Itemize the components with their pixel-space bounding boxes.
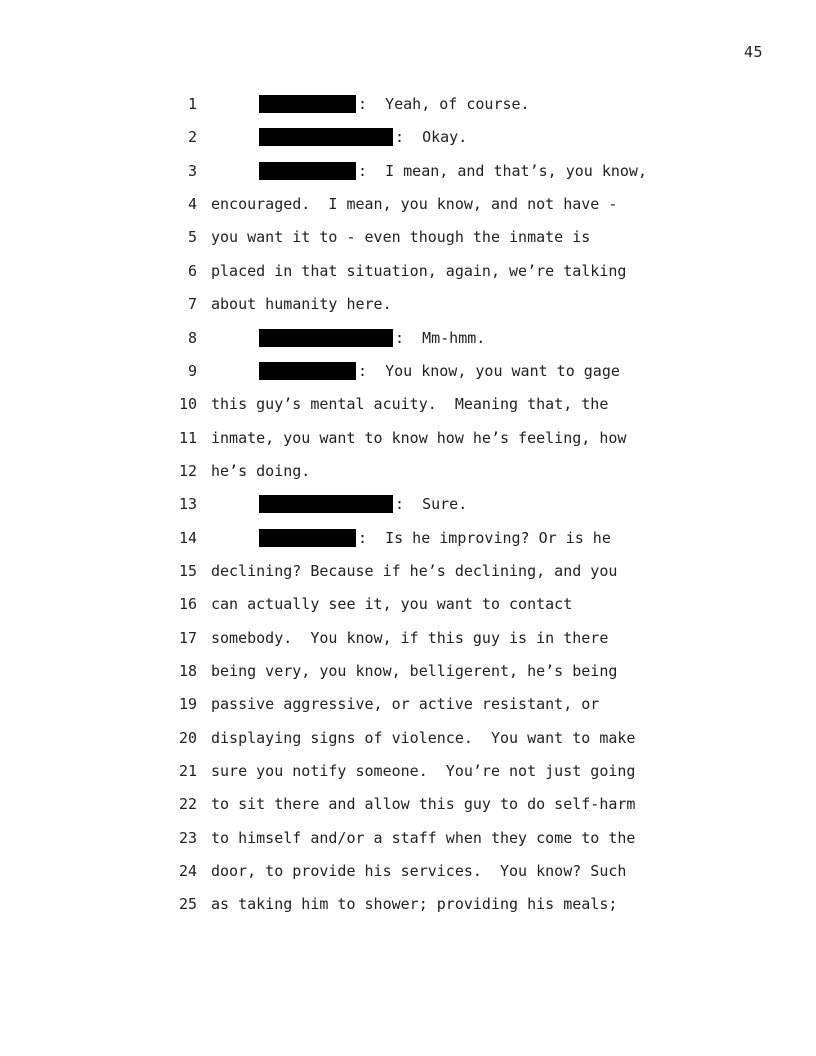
speaker-turn	[259, 359, 620, 383]
speaker-turn	[259, 92, 530, 116]
line-text: : Mm-hmm.	[395, 328, 486, 347]
line-number: 15	[178, 561, 197, 580]
line-text: placed in that situation, again, we’re talking	[211, 261, 627, 280]
redacted-speaker-name	[259, 162, 356, 180]
line-text: being very, you know, belligerent, he’s being	[211, 662, 618, 680]
line-text: displaying signs of violence. You want to make	[211, 728, 636, 747]
transcript-line	[0, 626, 816, 650]
speaker-turn	[259, 526, 611, 550]
line-number: 12	[178, 461, 197, 480]
line-text: about humanity here.	[211, 295, 392, 314]
line-text: passive aggressive, or active resistant, or	[211, 695, 600, 714]
speaker-turn	[259, 492, 467, 516]
line-number: 9	[187, 361, 197, 380]
transcript-line	[0, 792, 816, 816]
line-number: 22	[178, 795, 197, 814]
transcript-line	[0, 526, 816, 550]
transcript-line	[0, 225, 816, 249]
speaker-turn	[259, 159, 647, 183]
transcript-line	[0, 459, 816, 483]
redacted-speaker-name	[259, 529, 356, 547]
line-text: inmate, you want to know how he’s feeling, how	[211, 428, 627, 447]
line-number: 4	[187, 195, 197, 214]
transcript-line	[0, 125, 816, 149]
line-text: he’s doing.	[211, 461, 311, 480]
line-number: 17	[178, 628, 197, 647]
page-number: 45	[743, 43, 763, 61]
line-number: 7	[187, 295, 197, 314]
transcript-line	[0, 392, 816, 416]
transcript-line	[0, 159, 816, 183]
line-number: 1	[187, 95, 197, 113]
transcript-line	[0, 292, 816, 316]
line-number: 25	[178, 895, 197, 914]
line-number: 23	[178, 828, 197, 847]
line-text: : Okay.	[395, 128, 468, 147]
line-number: 13	[178, 495, 197, 514]
line-text: declining? Because if he’s declining, and you	[211, 561, 618, 580]
transcript-line	[0, 759, 816, 783]
line-number: 11	[178, 428, 197, 447]
transcript-line	[0, 192, 816, 216]
line-text: can actually see it, you want to contact	[211, 595, 573, 614]
redacted-speaker-name	[259, 329, 393, 347]
line-text: : You know, you want to gage	[358, 361, 620, 380]
transcript-line	[0, 692, 816, 716]
line-text: sure you notify someone. You’re not just going	[211, 762, 636, 780]
line-text: : I mean, and that’s, you know,	[358, 161, 647, 180]
line-text: : Sure.	[395, 495, 468, 514]
line-text: to sit there and allow this guy to do self-harm	[211, 795, 636, 814]
transcript-line	[0, 592, 816, 616]
line-number: 3	[187, 161, 197, 180]
line-number: 16	[178, 595, 197, 614]
line-number: 14	[178, 528, 197, 547]
line-text: : Yeah, of course.	[358, 95, 530, 113]
transcript-line	[0, 259, 816, 283]
transcript-line	[0, 92, 816, 116]
line-text: encouraged. I mean, you know, and not have -	[211, 195, 618, 214]
line-text: : Is he improving? Or is he	[358, 528, 611, 547]
line-text: as taking him to shower; providing his meals;	[211, 895, 618, 914]
transcript-line	[0, 326, 816, 350]
line-number: 19	[178, 695, 197, 714]
line-number: 20	[178, 728, 197, 747]
transcript-line	[0, 659, 816, 683]
transcript-line	[0, 492, 816, 516]
line-text: to himself and/or a staff when they come to the	[211, 828, 636, 847]
transcript-line	[0, 726, 816, 750]
line-number: 18	[178, 662, 197, 680]
redacted-speaker-name	[259, 495, 393, 513]
speaker-turn	[259, 326, 485, 350]
line-text: you want it to - even though the inmate is	[211, 228, 591, 247]
line-number: 5	[187, 228, 197, 247]
line-number: 10	[178, 395, 197, 414]
transcript-line	[0, 826, 816, 850]
transcript-line	[0, 859, 816, 883]
line-number: 21	[178, 762, 197, 780]
line-text: this guy’s mental acuity. Meaning that, the	[211, 395, 609, 414]
line-number: 6	[187, 261, 197, 280]
redacted-speaker-name	[259, 95, 356, 113]
transcript-line	[0, 426, 816, 450]
line-number: 2	[187, 128, 197, 147]
transcript-line	[0, 559, 816, 583]
line-text: somebody. You know, if this guy is in there	[211, 628, 609, 647]
redacted-speaker-name	[259, 362, 356, 380]
line-number: 8	[187, 328, 197, 347]
line-number: 24	[178, 862, 197, 881]
transcript-line	[0, 359, 816, 383]
line-text: door, to provide his services. You know? Such	[211, 862, 627, 881]
redacted-speaker-name	[259, 128, 393, 146]
transcript-line	[0, 892, 816, 916]
speaker-turn	[259, 125, 467, 149]
